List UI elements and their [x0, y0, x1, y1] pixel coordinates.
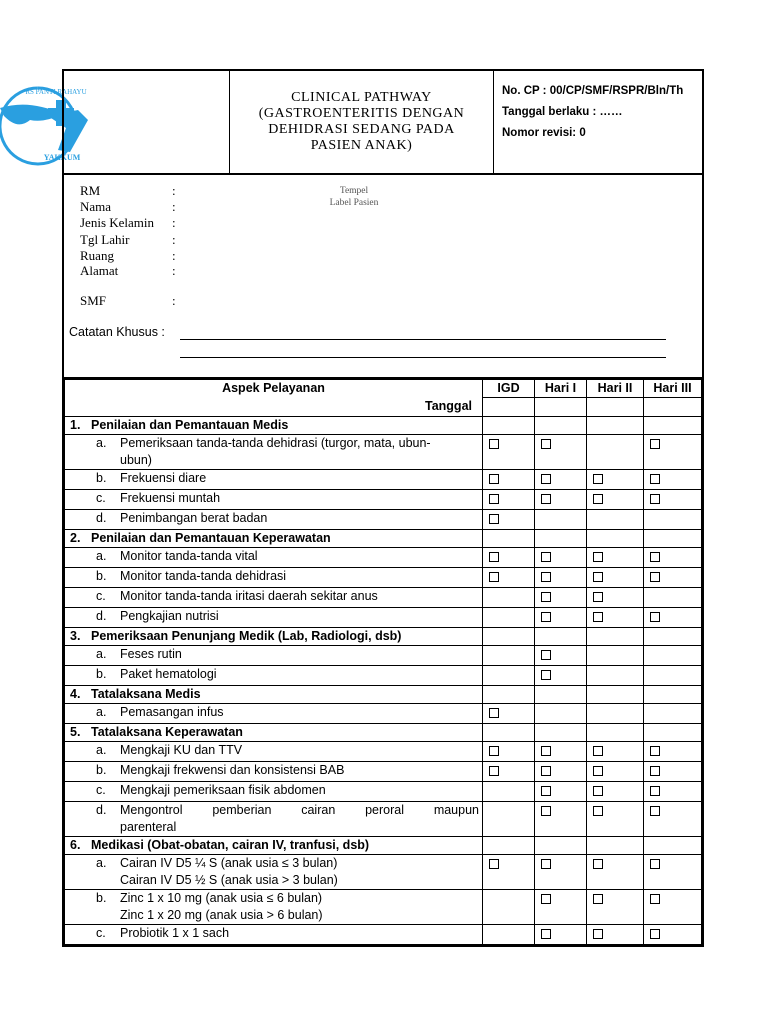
item-cell [65, 665, 483, 685]
check-cell[interactable] [587, 781, 644, 801]
item-letter: c. [96, 490, 106, 505]
colon: : [172, 232, 176, 247]
checkbox[interactable] [650, 929, 660, 939]
checkbox[interactable] [489, 859, 499, 869]
label-stamp-area [304, 185, 404, 209]
checkbox[interactable] [650, 494, 660, 504]
field-ruang: Ruang [80, 248, 114, 263]
date-cell[interactable] [644, 398, 702, 417]
checkbox[interactable] [593, 612, 603, 622]
check-cell[interactable] [587, 587, 644, 607]
empty-cell [644, 416, 702, 434]
item-row [65, 801, 702, 836]
colon: : [172, 183, 176, 198]
item-letter: b. [96, 470, 107, 485]
check-cell [535, 509, 587, 529]
stamp-line: Tempel [339, 186, 369, 196]
logo-text-bottom: YAKKUM [43, 153, 81, 162]
check-cell [587, 665, 644, 685]
item-text: ubun) [120, 452, 152, 467]
check-cell[interactable] [587, 761, 644, 781]
check-cell[interactable] [535, 434, 587, 469]
pathway-table [64, 379, 702, 945]
item-text: Frekuensi diare [120, 470, 207, 485]
empty-cell [644, 836, 702, 854]
section-label: Tatalaksana Medis [91, 686, 201, 701]
item-text: parenteral [120, 819, 177, 834]
check-cell [535, 703, 587, 723]
check-cell[interactable] [644, 547, 702, 567]
check-cell[interactable] [483, 509, 535, 529]
section-number: 1. [70, 417, 81, 432]
item-text: Cairan IV D5 ¼ S (anak usia ≤ 3 bulan) [120, 855, 338, 870]
checkbox[interactable] [650, 746, 660, 756]
checkbox[interactable] [489, 572, 499, 582]
checkbox[interactable] [593, 552, 603, 562]
check-cell[interactable] [483, 489, 535, 509]
logo-cell [64, 71, 230, 173]
empty-cell [535, 416, 587, 434]
item-text: Mengontrol pemberian cairan peroral maupun [120, 802, 479, 817]
item-cell [65, 781, 483, 801]
checkbox[interactable] [593, 494, 603, 504]
item-letter: b. [96, 666, 107, 681]
check-cell[interactable] [483, 469, 535, 489]
empty-cell [587, 627, 644, 645]
check-cell [644, 587, 702, 607]
item-letter: a. [96, 742, 107, 757]
section-number: 4. [70, 686, 81, 701]
form-title [230, 71, 494, 173]
check-cell[interactable] [587, 547, 644, 567]
day-header: IGD [483, 380, 535, 398]
check-cell [587, 434, 644, 469]
check-cell[interactable] [535, 889, 587, 924]
check-cell[interactable] [483, 761, 535, 781]
check-cell [644, 509, 702, 529]
section-title [65, 685, 483, 703]
checkbox[interactable] [650, 439, 660, 449]
check-cell[interactable] [644, 607, 702, 627]
checkbox[interactable] [541, 572, 551, 582]
item-text: Pemasangan infus [120, 704, 224, 719]
colon: : [172, 199, 176, 214]
checkbox[interactable] [593, 806, 603, 816]
check-cell [483, 587, 535, 607]
item-text: Penimbangan berat badan [120, 510, 268, 525]
item-letter: d. [96, 510, 107, 525]
empty-cell [535, 529, 587, 547]
section-label: Penilaian dan Pemantauan Medis [91, 417, 289, 432]
check-cell [483, 645, 535, 665]
day-header: Hari III [644, 380, 702, 398]
check-cell[interactable] [587, 854, 644, 889]
checkbox[interactable] [593, 929, 603, 939]
item-letter [68, 907, 120, 924]
section-label: Tatalaksana Keperawatan [91, 724, 243, 739]
item-cell [65, 703, 483, 723]
item-cell [65, 854, 483, 889]
section-row [65, 529, 702, 547]
checkbox[interactable] [593, 859, 603, 869]
checkbox[interactable] [541, 806, 551, 816]
checkbox[interactable] [541, 859, 551, 869]
check-cell[interactable] [587, 924, 644, 944]
section-number: 3. [70, 628, 81, 643]
item-cell [65, 645, 483, 665]
title-line: (GASTROENTERITIS DENGAN [258, 106, 465, 121]
check-cell[interactable] [587, 607, 644, 627]
tanggal-header: Tanggal [65, 398, 483, 417]
section-row [65, 723, 702, 741]
empty-cell [644, 529, 702, 547]
check-cell [483, 607, 535, 627]
check-cell[interactable] [535, 607, 587, 627]
item-letter: b. [96, 762, 107, 777]
checkbox[interactable] [541, 494, 551, 504]
item-letter [68, 452, 120, 469]
item-letter: b. [96, 568, 107, 583]
catatan-khusus-label: Catatan Khusus : [69, 325, 165, 339]
item-row [65, 509, 702, 529]
empty-cell [587, 836, 644, 854]
check-cell[interactable] [644, 761, 702, 781]
checkbox[interactable] [650, 859, 660, 869]
tanggal-berlaku: Tanggal berlaku : …… [502, 106, 623, 118]
item-cell [65, 741, 483, 761]
catatan-line-1[interactable] [180, 339, 666, 340]
check-cell[interactable] [535, 924, 587, 944]
checkbox[interactable] [650, 786, 660, 796]
title-line: PASIEN ANAK) [310, 138, 413, 153]
checkbox[interactable] [650, 552, 660, 562]
empty-cell [483, 723, 535, 741]
field-smf: SMF [80, 293, 107, 308]
item-letter: a. [96, 855, 107, 870]
checkbox[interactable] [541, 929, 551, 939]
field-alamat: Alamat [80, 263, 119, 278]
check-cell[interactable] [644, 434, 702, 469]
checkbox[interactable] [541, 552, 551, 562]
check-cell[interactable] [587, 489, 644, 509]
check-cell[interactable] [483, 703, 535, 723]
item-text: Feses rutin [120, 646, 182, 661]
check-cell [587, 645, 644, 665]
no-cp: No. CP : 00/CP/SMF/RSPR/Bln/Th [502, 85, 684, 97]
check-cell [587, 703, 644, 723]
check-cell[interactable] [535, 854, 587, 889]
check-cell[interactable] [644, 889, 702, 924]
check-cell [483, 801, 535, 836]
check-cell[interactable] [644, 801, 702, 836]
check-cell[interactable] [644, 781, 702, 801]
checkbox[interactable] [541, 766, 551, 776]
item-text: Zinc 1 x 10 mg (anak usia ≤ 6 bulan) [120, 890, 323, 905]
item-row [65, 854, 702, 889]
check-cell[interactable] [587, 889, 644, 924]
checkbox[interactable] [541, 612, 551, 622]
check-cell[interactable] [644, 469, 702, 489]
checkbox[interactable] [541, 592, 551, 602]
item-row [65, 665, 702, 685]
item-row [65, 434, 702, 469]
form-header [64, 71, 702, 175]
empty-cell [587, 529, 644, 547]
checkbox[interactable] [541, 670, 551, 680]
section-title [65, 529, 483, 547]
item-text: Frekuensi muntah [120, 490, 221, 505]
section-title [65, 627, 483, 645]
check-cell [483, 781, 535, 801]
section-label: Penilaian dan Pemantauan Keperawatan [91, 530, 331, 545]
empty-cell [483, 416, 535, 434]
item-row [65, 889, 702, 924]
checkbox[interactable] [489, 552, 499, 562]
day-header: Hari II [587, 380, 644, 398]
item-letter: d. [96, 608, 107, 623]
item-text: Zinc 1 x 20 mg (anak usia > 6 bulan) [120, 907, 323, 922]
check-cell[interactable] [483, 567, 535, 587]
item-text: Monitor tanda-tanda iritasi daerah sekitar anus [120, 588, 378, 603]
item-cell [65, 801, 483, 836]
item-text: Pemeriksaan tanda-tanda dehidrasi (turgor, mata, ubun- [120, 435, 431, 450]
item-row [65, 741, 702, 761]
colon: : [172, 248, 176, 263]
item-row [65, 607, 702, 627]
empty-cell [483, 627, 535, 645]
checkbox[interactable] [541, 439, 551, 449]
checkbox[interactable] [489, 708, 499, 718]
item-letter: a. [96, 646, 107, 661]
check-cell[interactable] [535, 587, 587, 607]
item-letter: a. [96, 435, 107, 450]
checkbox[interactable] [541, 474, 551, 484]
section-row [65, 416, 702, 434]
item-cell [65, 924, 483, 944]
item-row [65, 587, 702, 607]
check-cell[interactable] [483, 741, 535, 761]
check-cell[interactable] [535, 741, 587, 761]
item-cell [65, 587, 483, 607]
check-cell[interactable] [535, 489, 587, 509]
item-cell [65, 489, 483, 509]
check-cell[interactable] [587, 567, 644, 587]
item-row [65, 547, 702, 567]
item-cell [65, 547, 483, 567]
item-text: Paket hematologi [120, 666, 217, 681]
item-cell [65, 607, 483, 627]
check-cell[interactable] [644, 924, 702, 944]
check-cell [644, 703, 702, 723]
section-label: Pemeriksaan Penunjang Medik (Lab, Radiologi, dsb) [91, 628, 402, 643]
item-row [65, 924, 702, 944]
check-cell[interactable] [535, 645, 587, 665]
item-cell [65, 761, 483, 781]
check-cell[interactable] [644, 567, 702, 587]
checkbox[interactable] [650, 894, 660, 904]
item-row [65, 489, 702, 509]
field-rm: RM [80, 183, 101, 198]
empty-cell [587, 685, 644, 703]
check-cell[interactable] [587, 801, 644, 836]
section-number: 5. [70, 724, 81, 739]
checkbox[interactable] [650, 612, 660, 622]
checkbox[interactable] [593, 894, 603, 904]
item-text: Cairan IV D5 ½ S (anak usia > 3 bulan) [120, 872, 338, 887]
checkbox[interactable] [541, 746, 551, 756]
empty-cell [535, 627, 587, 645]
date-cell[interactable] [587, 398, 644, 417]
checkbox[interactable] [541, 786, 551, 796]
form-meta [494, 71, 702, 173]
title-line: DEHIDRASI SEDANG PADA [268, 122, 455, 137]
check-cell [644, 645, 702, 665]
item-text: Mengkaji pemeriksaan fisik abdomen [120, 782, 326, 797]
item-row [65, 567, 702, 587]
checkbox[interactable] [489, 439, 499, 449]
item-letter [68, 819, 120, 836]
checkbox[interactable] [489, 746, 499, 756]
section-title [65, 836, 483, 854]
item-letter: c. [96, 925, 106, 940]
stamp-line: Label Pasien [329, 198, 379, 208]
check-cell[interactable] [535, 665, 587, 685]
title-line: CLINICAL PATHWAY [291, 90, 432, 105]
checkbox[interactable] [541, 894, 551, 904]
colon: : [172, 293, 176, 308]
section-row [65, 836, 702, 854]
check-cell[interactable] [535, 567, 587, 587]
check-cell[interactable] [483, 434, 535, 469]
empty-cell [483, 836, 535, 854]
logo-text-top: RS PANTI RAHAYU [25, 88, 87, 96]
section-number: 6. [70, 837, 81, 852]
empty-cell [535, 836, 587, 854]
nomor-revisi: Nomor revisi: 0 [502, 127, 586, 139]
check-cell[interactable] [587, 741, 644, 761]
check-cell [483, 665, 535, 685]
item-letter: c. [96, 782, 106, 797]
item-row [65, 469, 702, 489]
catatan-line-2[interactable] [180, 357, 666, 358]
empty-cell [483, 685, 535, 703]
checkbox[interactable] [489, 514, 499, 524]
clinical-pathway-form [62, 69, 704, 947]
empty-cell [644, 723, 702, 741]
item-letter: d. [96, 802, 107, 817]
checkbox[interactable] [593, 786, 603, 796]
check-cell[interactable] [535, 781, 587, 801]
item-row [65, 645, 702, 665]
item-text: Probiotik 1 x 1 sach [120, 925, 230, 940]
check-cell[interactable] [644, 741, 702, 761]
check-cell [587, 509, 644, 529]
empty-cell [587, 416, 644, 434]
item-cell [65, 509, 483, 529]
colon: : [172, 215, 176, 230]
item-row [65, 761, 702, 781]
checkbox[interactable] [593, 746, 603, 756]
item-cell [65, 434, 483, 469]
checkbox[interactable] [593, 592, 603, 602]
checkbox[interactable] [593, 474, 603, 484]
empty-cell [644, 685, 702, 703]
item-letter: c. [96, 588, 106, 603]
empty-cell [535, 685, 587, 703]
check-cell[interactable] [483, 854, 535, 889]
item-letter: a. [96, 704, 107, 719]
check-cell[interactable] [644, 489, 702, 509]
field-jenis-kelamin: Jenis Kelamin [80, 215, 155, 230]
checkbox[interactable] [593, 766, 603, 776]
field-nama: Nama [80, 199, 112, 214]
check-cell[interactable] [535, 801, 587, 836]
item-row [65, 781, 702, 801]
check-cell [483, 924, 535, 944]
item-letter [68, 872, 120, 889]
check-cell[interactable] [644, 854, 702, 889]
checkbox[interactable] [650, 474, 660, 484]
item-text: Monitor tanda-tanda vital [120, 548, 258, 563]
item-letter: b. [96, 890, 107, 905]
section-number: 2. [70, 530, 81, 545]
empty-cell [483, 529, 535, 547]
checkbox[interactable] [489, 474, 499, 484]
patient-info [64, 175, 702, 379]
check-cell[interactable] [535, 547, 587, 567]
empty-cell [587, 723, 644, 741]
section-title [65, 416, 483, 434]
check-cell[interactable] [535, 761, 587, 781]
checkbox[interactable] [650, 572, 660, 582]
item-cell [65, 567, 483, 587]
checkbox[interactable] [593, 572, 603, 582]
date-cell[interactable] [483, 398, 535, 417]
item-text: Monitor tanda-tanda dehidrasi [120, 568, 287, 583]
checkbox[interactable] [541, 650, 551, 660]
checkbox[interactable] [650, 806, 660, 816]
item-cell [65, 469, 483, 489]
checkbox[interactable] [489, 766, 499, 776]
item-text: Mengkaji KU dan TTV [120, 742, 243, 757]
section-label: Medikasi (Obat-obatan, cairan IV, tranfusi, dsb) [91, 837, 370, 852]
colon: : [172, 263, 176, 278]
check-cell[interactable] [587, 469, 644, 489]
item-cell [65, 889, 483, 924]
item-text: Mengkaji frekwensi dan konsistensi BAB [120, 762, 345, 777]
section-row [65, 685, 702, 703]
check-cell [644, 665, 702, 685]
field-tgl-lahir: Tgl Lahir [80, 232, 130, 247]
item-text: Pengkajian nutrisi [120, 608, 219, 623]
check-cell[interactable] [535, 469, 587, 489]
item-row [65, 703, 702, 723]
day-header: Hari I [535, 380, 587, 398]
empty-cell [535, 723, 587, 741]
check-cell[interactable] [483, 547, 535, 567]
empty-cell [644, 627, 702, 645]
date-cell[interactable] [535, 398, 587, 417]
section-row [65, 627, 702, 645]
item-letter: a. [96, 548, 107, 563]
aspek-header: Aspek Pelayanan [65, 380, 483, 398]
checkbox[interactable] [489, 494, 499, 504]
check-cell [483, 889, 535, 924]
section-title [65, 723, 483, 741]
checkbox[interactable] [650, 766, 660, 776]
